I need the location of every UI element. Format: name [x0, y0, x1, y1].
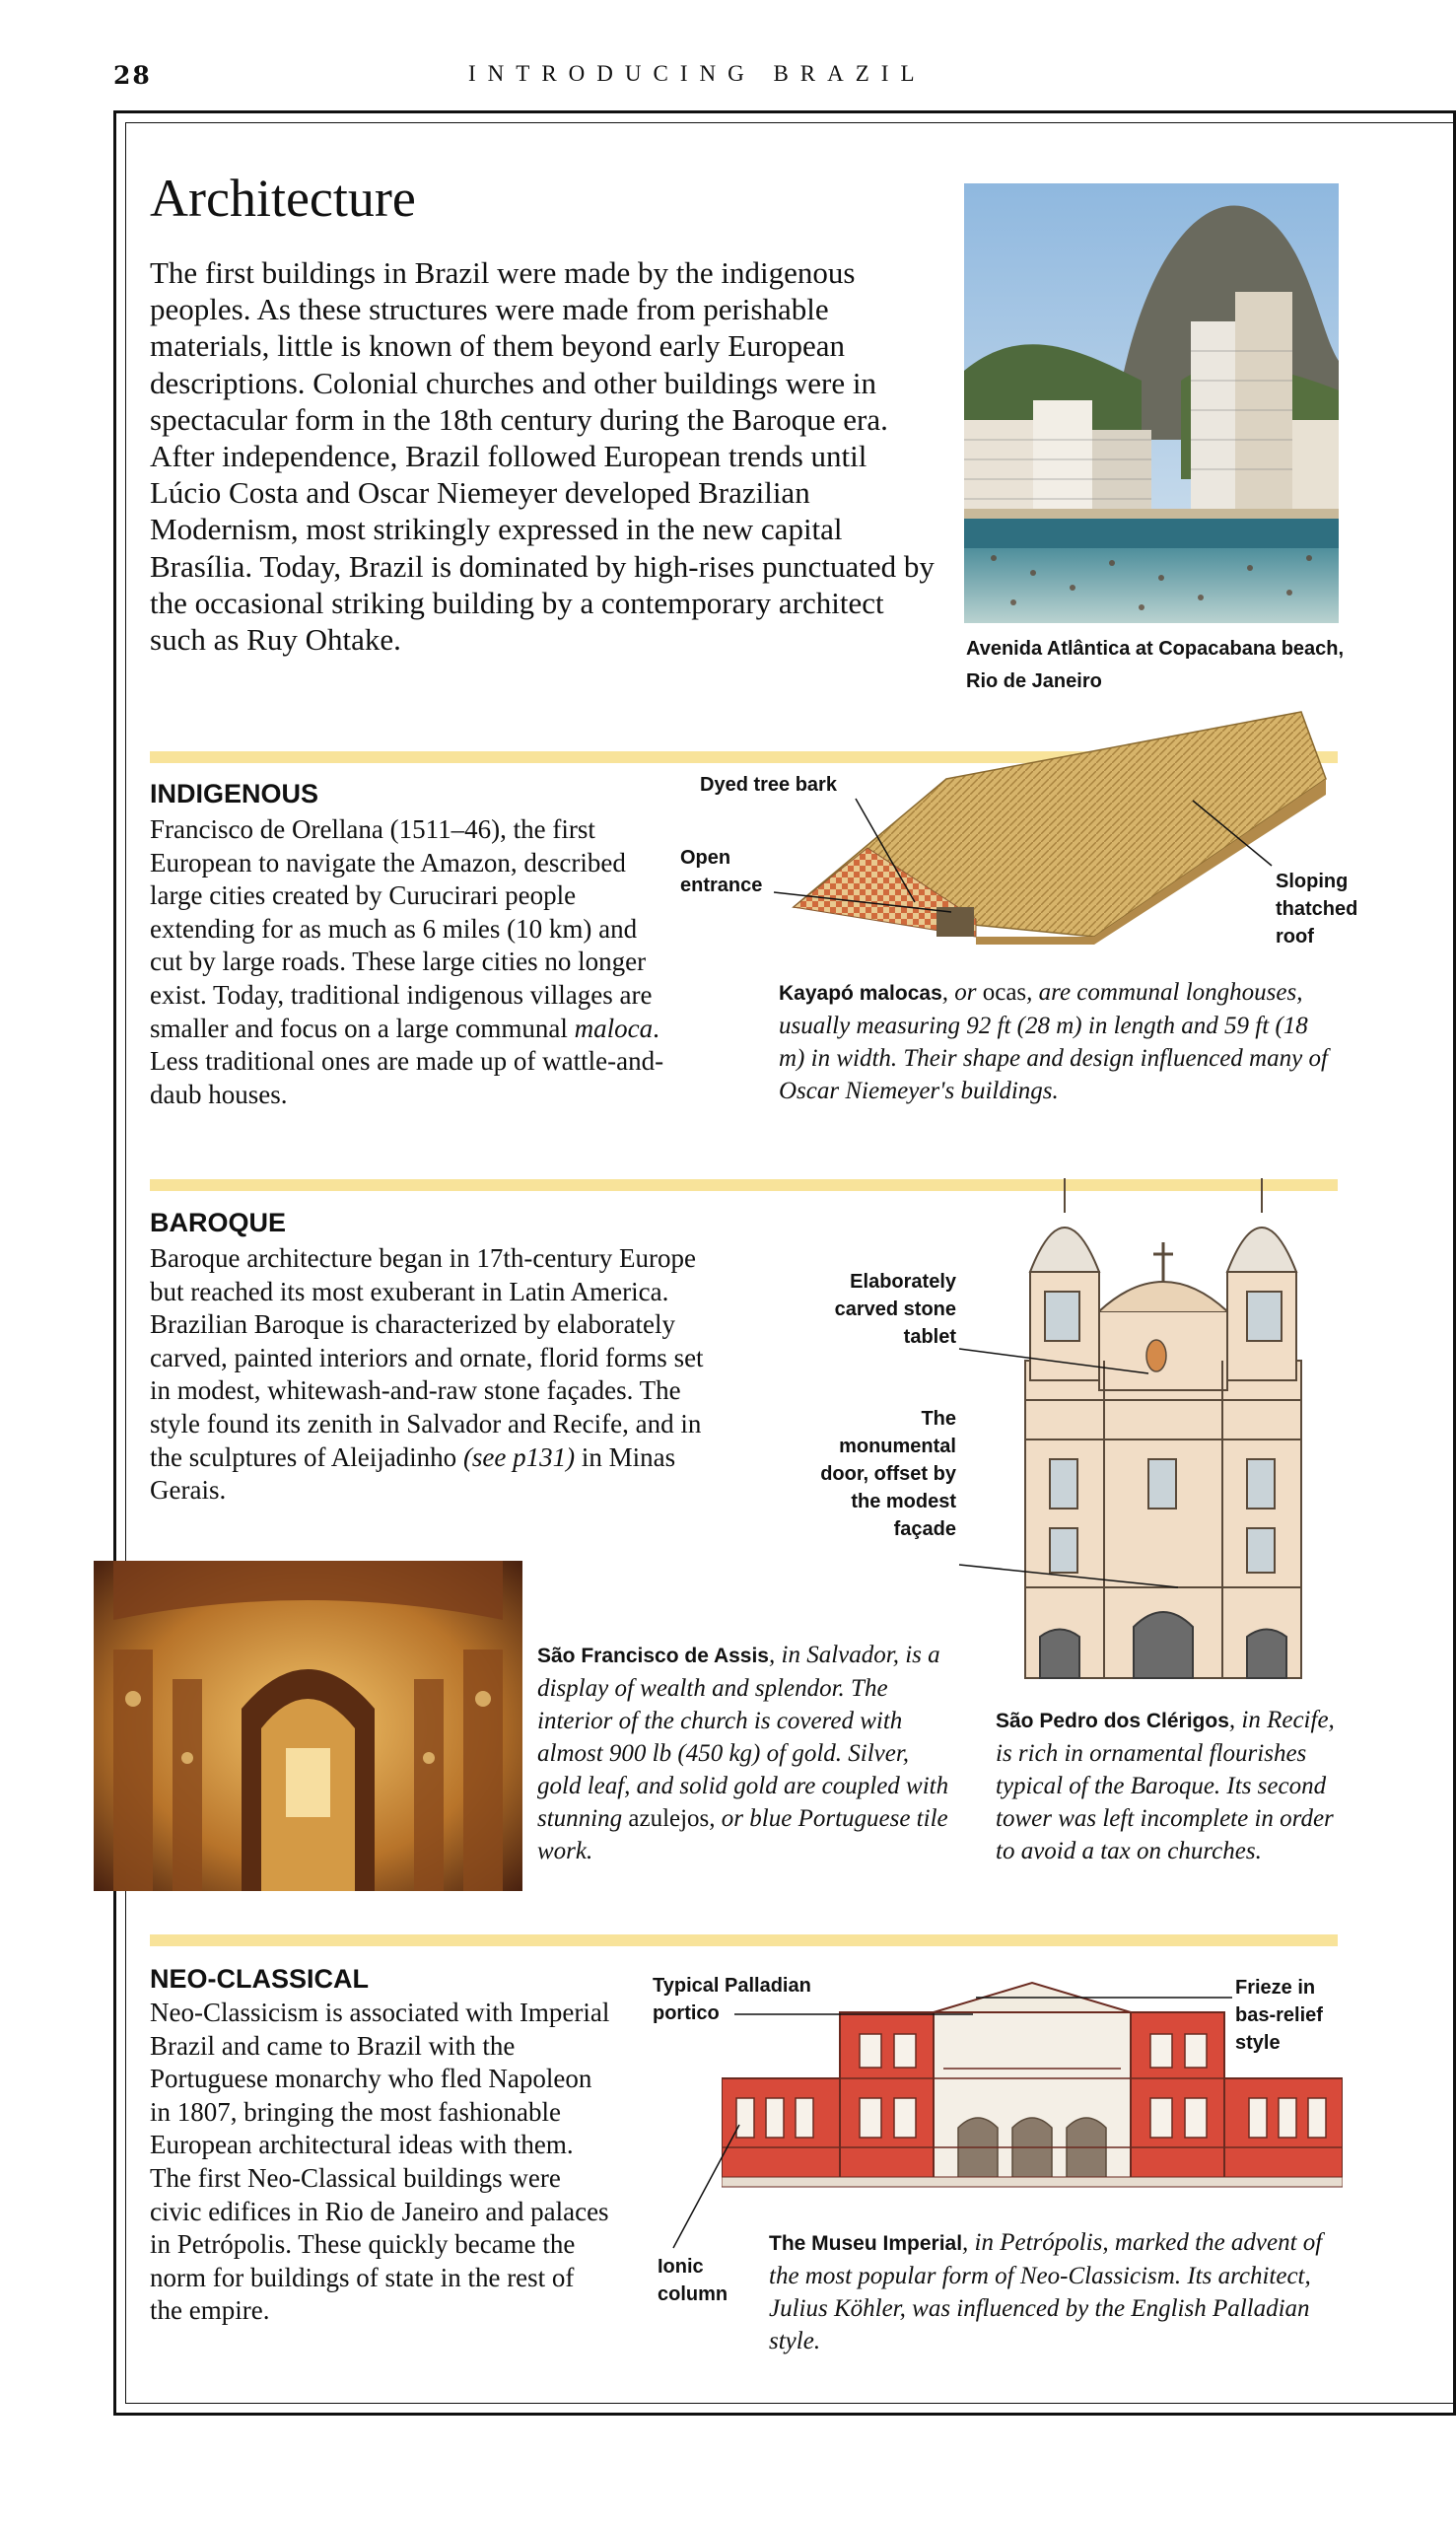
running-title: INTRODUCING BRAZIL	[468, 61, 927, 86]
label-carved-stone-tablet: Elaborately carved stone tablet	[834, 1271, 956, 1348]
indigenous-text: Francisco de Orellana (1511–46), the first European to navigate the Amazon, described large cities created by Curucirari people extending for as much as 6 miles (10 km) and cut by large roads. These large cities no longer exist. Today, traditional indigenous villages are smaller and focus on a large communal maloca. Less traditional ones are made up of wattle-and-daub houses.	[150, 814, 664, 1109]
sao-francisco-interior-photo	[94, 1561, 522, 1891]
section-band-neoclassical	[150, 1934, 1338, 1946]
intro-paragraph: The first buildings in Brazil were made by the indigenous peoples. As these structures were made from perishable materials, little is known of them beyond early European descriptions. Colonial churches and other buildings were in spectacular form in the 18th century during the Baroque era. After independence, Brazil followed European trends until Lúcio Costa and Oscar Niemeyer developed Brazilian Modernism, most strikingly expressed in the new capital Brasília. Today, Brazil is dominated by high-rises punctuated by the occasional striking building by a contemporary architect such as Ruy Ohtake.	[150, 255, 935, 658]
label-palladian-portico: Typical Palladian portico	[653, 1975, 811, 2024]
pedro-caption: São Pedro dos Clérigos, in Recife, is rich in ornamental flourishes typical of the Baroque. Its second tower was left incomplete in order to avoid a tax on churches.	[996, 1707, 1335, 1864]
page-title: Architecture	[150, 169, 416, 228]
maloca-caption: Kayapó malocas, or ocas, are communal longhouses, usually measuring 92 ft (28 m) in length and 59 ft (18 m) in width. Their shape and design influenced many of Oscar Niemeyer's buildings.	[779, 979, 1328, 1104]
label-frieze: Frieze in bas-relief style	[1235, 1977, 1323, 2054]
neoclassical-heading: NEO-CLASSICAL	[150, 1964, 369, 1994]
copacabana-caption: Avenida Atlântica at Copacabana beach, Rio de Janeiro	[966, 638, 1345, 692]
indigenous-heading: INDIGENOUS	[150, 779, 319, 808]
sao-pedro-church-illustration	[1010, 1173, 1316, 1681]
neoclassical-text: Neo-Classicism is associated with Imperial Brazil and came to Brazil with the Portuguese monarchy who fled Napoleon in 1807, bringing the most fashionable European architectural ideas with them. The first Neo-Classical buildings were civic edifices in Rio de Janeiro and palaces in Petrópolis. These quickly became the norm for buildings of state in the rest of the empire.	[150, 1998, 610, 2326]
museu-imperial-caption: The Museu Imperial, in Petrópolis, marked the advent of the most popular form of Neo-Classicism. Its architect, Julius Köhler, was influenced by the English Palladian style.	[769, 2229, 1323, 2354]
baroque-heading: BAROQUE	[150, 1208, 287, 1237]
assis-caption: São Francisco de Assis, in Salvador, is a display of wealth and splendor. The interior of the church is covered with almost 900 lb (450 kg) of gold. Silver, gold leaf, and solid gold are coupled with stunning azulejos, or blue Portuguese tile work.	[537, 1642, 949, 1864]
label-open-entrance: Open entrance	[680, 847, 763, 896]
label-sloping-thatched-roof: Sloping thatched roof	[1276, 871, 1358, 948]
copacabana-photo	[964, 183, 1339, 623]
page-number: 28	[113, 61, 152, 90]
maloca-illustration	[789, 700, 1341, 966]
label-ionic-column: Ionic column	[658, 2256, 728, 2305]
baroque-text: Baroque architecture began in 17th-century Europe but reached its most exuberant in Latin America. Brazilian Baroque is characterized by elaborately carved, painted interiors and ornate, florid forms set in modest, whitewash-and-raw stone façades. The style found its zenith in Salvador and Recife, and in the sculptures of Aleijadinho (see p131) in Minas Gerais.	[150, 1243, 704, 1506]
label-monumental-door: The monumental door, offset by the modest façade	[820, 1408, 956, 1540]
label-dyed-tree-bark: Dyed tree bark	[700, 774, 837, 796]
